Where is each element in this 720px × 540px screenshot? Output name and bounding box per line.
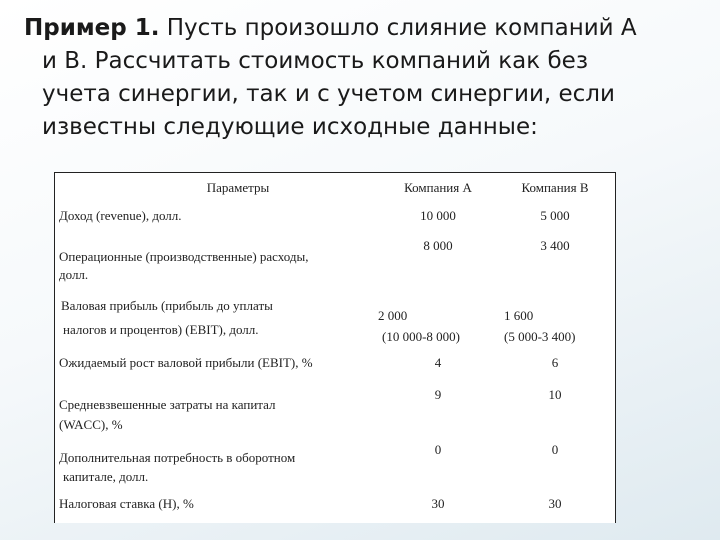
- row-revenue-b: 5 000: [540, 208, 570, 223]
- row-working-capital-b: 0: [551, 442, 559, 457]
- row-revenue-a: 10 000: [420, 208, 456, 223]
- heading-text: Пусть произошло слияние компаний А: [159, 15, 637, 41]
- row-working-capital-a: 0: [434, 442, 442, 457]
- row-ebit-a-l1: 2 000: [378, 308, 408, 323]
- row-opex-b: 3 400: [540, 238, 570, 253]
- row-growth-param: Ожидаемый рост валовой прибыли (EBIT), %: [59, 355, 313, 370]
- row-wacc-param-l2: (WACC), %: [59, 417, 123, 432]
- row-growth-b: 6: [551, 355, 559, 370]
- header-company-b: Компания В: [521, 180, 589, 195]
- row-tax-a: 30: [431, 496, 445, 511]
- row-wacc-b: 10: [548, 387, 562, 402]
- row-wacc-a: 9: [434, 387, 442, 402]
- row-growth-a: 4: [434, 355, 442, 370]
- example-label: Пример 1.: [24, 15, 160, 41]
- row-ebit-b-l2: (5 000-3 400): [504, 329, 576, 344]
- header-company-a: Компания А: [404, 180, 472, 195]
- row-opex-param-l2: долл.: [59, 267, 89, 282]
- slide-heading: [24, 12, 704, 144]
- row-tax-param: Налоговая ставка (Н), %: [59, 496, 194, 511]
- data-table: [54, 172, 616, 523]
- heading-line-4: известны следующие исходные данные:: [42, 114, 538, 140]
- row-revenue-param: Доход (revenue), долл.: [59, 208, 182, 223]
- row-ebit-b-l1: 1 600: [504, 308, 534, 323]
- heading-line-2: и В. Рассчитать стоимость компаний как без: [42, 48, 589, 74]
- row-ebit-param-l2: налогов и процентов) (EBIT), долл.: [63, 322, 259, 337]
- header-params: Параметры: [206, 180, 270, 195]
- row-ebit-param-l1: Валовая прибыль (прибыль до уплаты: [61, 298, 273, 313]
- row-opex-a: 8 000: [423, 238, 453, 253]
- row-working-capital-param-l1: Дополнительная потребность в оборотном: [59, 450, 296, 465]
- heading-line-3: учета синергии, так и с учетом синергии, если: [42, 81, 615, 107]
- row-opex-param-l1: Операционные (производственные) расходы,: [59, 249, 309, 264]
- row-wacc-param-l1: Средневзвешенные затраты на капитал: [59, 397, 276, 412]
- row-tax-b: 30: [548, 496, 562, 511]
- row-ebit-a-l2: (10 000-8 000): [382, 329, 460, 344]
- row-working-capital-param-l2: капитале, долл.: [63, 469, 149, 484]
